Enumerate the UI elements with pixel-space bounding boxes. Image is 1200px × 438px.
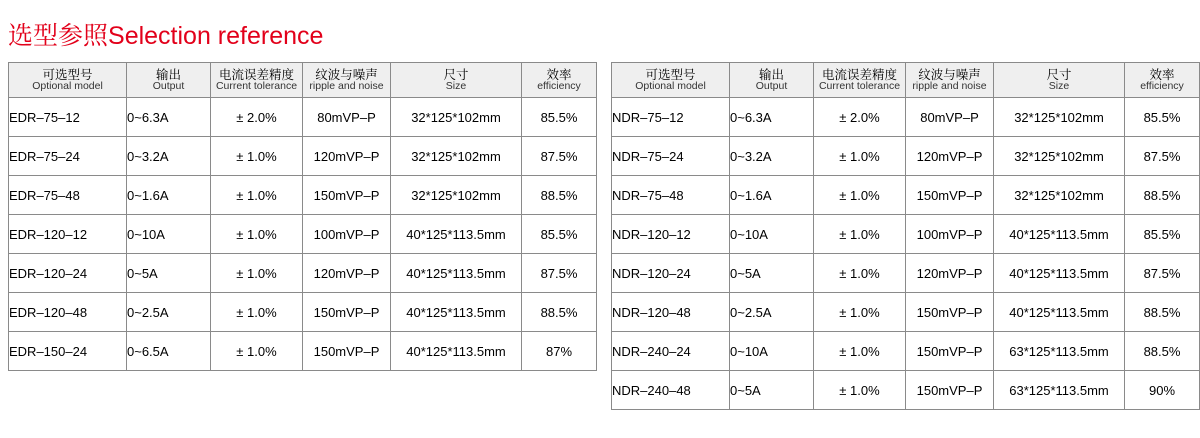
cell-tolerance: ± 1.0% — [814, 176, 906, 215]
cell-size: 32*125*102mm — [994, 98, 1125, 137]
cell-tolerance: ± 1.0% — [211, 254, 303, 293]
cell-efficiency: 87.5% — [1125, 137, 1200, 176]
cell-ripple: 150mVP–P — [303, 332, 391, 371]
column-header-size — [994, 63, 1125, 98]
column-header-ripple-en: ripple and noise — [309, 80, 384, 93]
cell-size: 32*125*102mm — [994, 176, 1125, 215]
cell-output: 0~2.5A — [127, 293, 211, 332]
table-row — [9, 176, 597, 215]
edr-table — [8, 62, 597, 371]
table-row — [9, 254, 597, 293]
cell-ripple: 150mVP–P — [303, 176, 391, 215]
table-header-row — [612, 63, 1200, 98]
cell-tolerance: ± 1.0% — [814, 254, 906, 293]
column-header-model-cn: 可选型号 — [42, 66, 93, 82]
cell-model: NDR–240–24 — [612, 332, 730, 371]
cell-output: 0~3.2A — [127, 137, 211, 176]
column-header-size-en: Size — [445, 80, 467, 93]
table-row — [612, 293, 1200, 332]
column-header-ripple-cn: 纹波与噪声 — [918, 66, 981, 82]
cell-size: 40*125*113.5mm — [391, 332, 522, 371]
cell-model: EDR–120–48 — [9, 293, 127, 332]
column-header-tolerance-en: Current tolerance — [215, 80, 298, 93]
page-title — [8, 16, 323, 52]
column-header-efficiency-en: efficiency — [537, 80, 581, 93]
cell-size: 40*125*113.5mm — [994, 254, 1125, 293]
column-header-output-en: Output — [755, 80, 788, 93]
cell-ripple: 150mVP–P — [906, 293, 994, 332]
cell-ripple: 100mVP–P — [906, 215, 994, 254]
cell-model: NDR–75–24 — [612, 137, 730, 176]
column-header-tolerance — [814, 63, 906, 98]
table-row — [9, 137, 597, 176]
tables-container — [0, 62, 1200, 410]
column-header-size-cn: 尺寸 — [1046, 66, 1072, 82]
cell-ripple: 150mVP–P — [906, 332, 994, 371]
column-header-ripple-en: ripple and noise — [912, 80, 987, 93]
cell-output: 0~6.3A — [730, 98, 814, 137]
cell-efficiency: 88.5% — [1125, 293, 1200, 332]
column-header-output-cn: 输出 — [758, 66, 784, 82]
column-header-tolerance — [211, 63, 303, 98]
column-header-efficiency-cn: 效率 — [1149, 66, 1175, 82]
column-header-output-cn: 输出 — [155, 66, 181, 82]
column-header-size-en: Size — [1048, 80, 1070, 93]
page-title-cn: 选型参照 — [8, 21, 109, 50]
cell-model: EDR–120–24 — [9, 254, 127, 293]
cell-size: 32*125*102mm — [391, 137, 522, 176]
cell-size: 32*125*102mm — [391, 176, 522, 215]
cell-size: 40*125*113.5mm — [391, 293, 522, 332]
cell-size: 40*125*113.5mm — [994, 293, 1125, 332]
cell-output: 0~3.2A — [730, 137, 814, 176]
cell-model: NDR–240–48 — [612, 371, 730, 410]
table-row — [612, 215, 1200, 254]
cell-ripple: 100mVP–P — [303, 215, 391, 254]
cell-tolerance: ± 1.0% — [814, 137, 906, 176]
cell-output: 0~1.6A — [127, 176, 211, 215]
cell-efficiency: 85.5% — [1125, 215, 1200, 254]
cell-efficiency: 87% — [522, 332, 597, 371]
table-row — [612, 332, 1200, 371]
cell-efficiency: 85.5% — [522, 215, 597, 254]
cell-tolerance: ± 1.0% — [814, 332, 906, 371]
cell-output: 0~1.6A — [730, 176, 814, 215]
cell-output: 0~2.5A — [730, 293, 814, 332]
cell-model: NDR–120–24 — [612, 254, 730, 293]
table-row — [9, 215, 597, 254]
edr-table-body — [9, 98, 597, 371]
cell-ripple: 150mVP–P — [906, 176, 994, 215]
cell-model: EDR–120–12 — [9, 215, 127, 254]
column-header-tolerance-cn: 电流误差精度 — [218, 66, 294, 82]
cell-efficiency: 88.5% — [522, 293, 597, 332]
table-row — [612, 98, 1200, 137]
cell-efficiency: 88.5% — [522, 176, 597, 215]
cell-tolerance: ± 1.0% — [211, 332, 303, 371]
column-header-model-cn: 可选型号 — [645, 66, 696, 82]
column-header-model-en: Optional model — [32, 80, 103, 93]
cell-size: 63*125*113.5mm — [994, 371, 1125, 410]
column-header-ripple — [303, 63, 391, 98]
column-header-model-en: Optional model — [635, 80, 706, 93]
table-header-row — [9, 63, 597, 98]
cell-output: 0~5A — [730, 371, 814, 410]
cell-output: 0~5A — [127, 254, 211, 293]
cell-ripple: 150mVP–P — [303, 293, 391, 332]
cell-output: 0~10A — [730, 332, 814, 371]
column-header-ripple — [906, 63, 994, 98]
cell-output: 0~10A — [730, 215, 814, 254]
ndr-table-body — [612, 98, 1200, 410]
column-header-efficiency-cn: 效率 — [546, 66, 572, 82]
cell-output: 0~10A — [127, 215, 211, 254]
column-header-size — [391, 63, 522, 98]
cell-model: NDR–120–48 — [612, 293, 730, 332]
ndr-table-head — [612, 63, 1200, 98]
table-row — [612, 137, 1200, 176]
column-header-ripple-cn: 纹波与噪声 — [315, 66, 378, 82]
ndr-table-wrapper — [611, 62, 1200, 410]
cell-model: EDR–150–24 — [9, 332, 127, 371]
cell-size: 40*125*113.5mm — [391, 254, 522, 293]
cell-efficiency: 87.5% — [522, 137, 597, 176]
cell-efficiency: 88.5% — [1125, 332, 1200, 371]
cell-tolerance: ± 1.0% — [211, 293, 303, 332]
cell-tolerance: ± 1.0% — [814, 293, 906, 332]
cell-ripple: 150mVP–P — [906, 371, 994, 410]
cell-efficiency: 85.5% — [522, 98, 597, 137]
cell-efficiency: 90% — [1125, 371, 1200, 410]
table-row — [9, 293, 597, 332]
cell-model: EDR–75–24 — [9, 137, 127, 176]
cell-ripple: 120mVP–P — [303, 254, 391, 293]
cell-ripple: 120mVP–P — [906, 254, 994, 293]
cell-model: NDR–120–12 — [612, 215, 730, 254]
cell-efficiency: 85.5% — [1125, 98, 1200, 137]
column-header-output-en: Output — [152, 80, 185, 93]
cell-tolerance: ± 1.0% — [814, 215, 906, 254]
table-row — [612, 371, 1200, 410]
cell-size: 40*125*113.5mm — [391, 215, 522, 254]
column-header-size-cn: 尺寸 — [443, 66, 469, 82]
ndr-table — [611, 62, 1200, 410]
cell-tolerance: ± 1.0% — [211, 176, 303, 215]
cell-size: 32*125*102mm — [391, 98, 522, 137]
cell-ripple: 120mVP–P — [906, 137, 994, 176]
cell-output: 0~6.3A — [127, 98, 211, 137]
column-header-model — [9, 63, 127, 98]
cell-tolerance: ± 1.0% — [211, 137, 303, 176]
column-header-efficiency-en: efficiency — [1140, 80, 1184, 93]
edr-table-head — [9, 63, 597, 98]
cell-ripple: 120mVP–P — [303, 137, 391, 176]
cell-ripple: 80mVP–P — [906, 98, 994, 137]
cell-output: 0~6.5A — [127, 332, 211, 371]
cell-model: EDR–75–12 — [9, 98, 127, 137]
cell-tolerance: ± 1.0% — [211, 215, 303, 254]
table-row — [9, 332, 597, 371]
cell-size: 32*125*102mm — [994, 137, 1125, 176]
cell-efficiency: 88.5% — [1125, 176, 1200, 215]
cell-model: EDR–75–48 — [9, 176, 127, 215]
edr-table-wrapper — [8, 62, 597, 410]
column-header-efficiency — [1125, 63, 1200, 98]
table-row — [612, 254, 1200, 293]
table-row — [9, 98, 597, 137]
cell-model: NDR–75–12 — [612, 98, 730, 137]
cell-size: 40*125*113.5mm — [994, 215, 1125, 254]
column-header-tolerance-en: Current tolerance — [818, 80, 901, 93]
cell-model: NDR–75–48 — [612, 176, 730, 215]
cell-efficiency: 87.5% — [522, 254, 597, 293]
column-header-output — [127, 63, 211, 98]
cell-size: 63*125*113.5mm — [994, 332, 1125, 371]
column-header-output — [730, 63, 814, 98]
table-row — [612, 176, 1200, 215]
cell-ripple: 80mVP–P — [303, 98, 391, 137]
page-title-en: Selection reference — [108, 22, 324, 50]
cell-tolerance: ± 1.0% — [814, 371, 906, 410]
cell-tolerance: ± 2.0% — [814, 98, 906, 137]
cell-tolerance: ± 2.0% — [211, 98, 303, 137]
column-header-model — [612, 63, 730, 98]
cell-output: 0~5A — [730, 254, 814, 293]
cell-efficiency: 87.5% — [1125, 254, 1200, 293]
column-header-tolerance-cn: 电流误差精度 — [821, 66, 897, 82]
column-header-efficiency — [522, 63, 597, 98]
